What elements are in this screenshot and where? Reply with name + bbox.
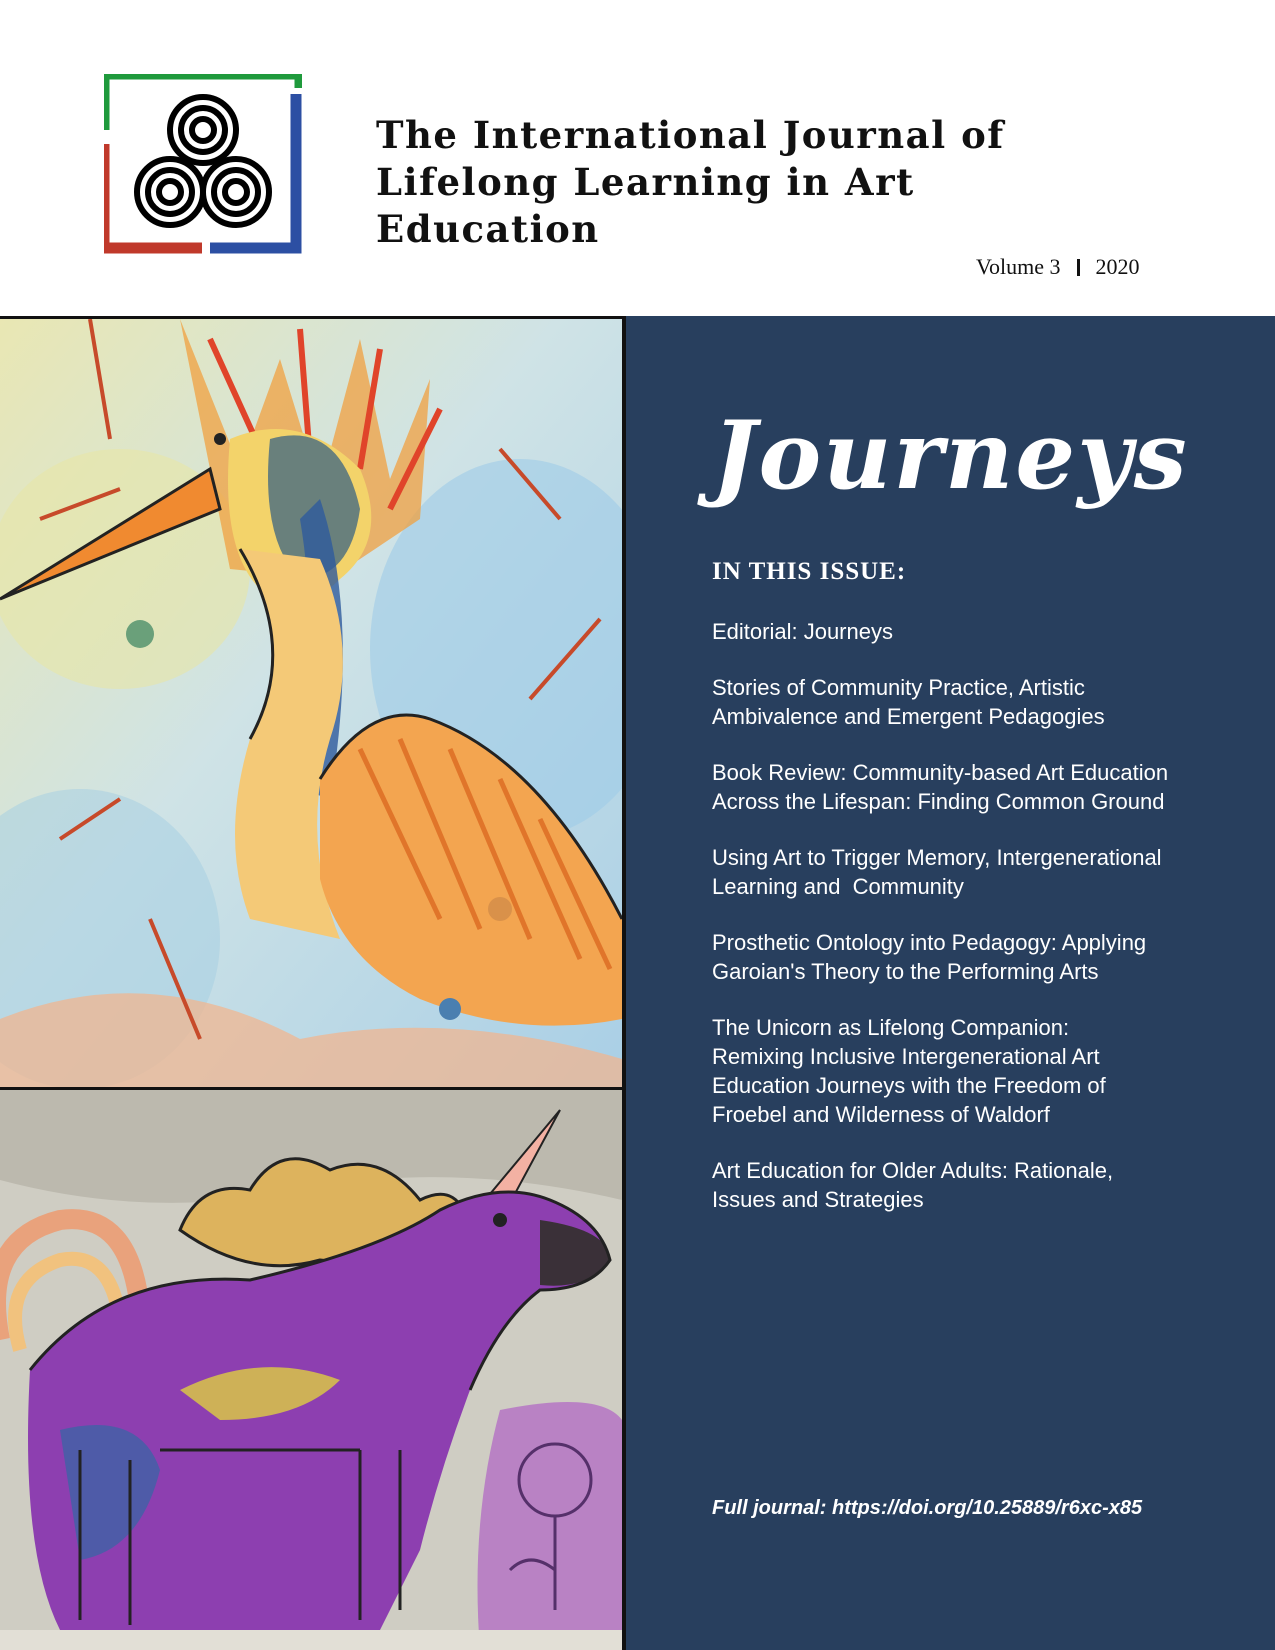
toc-item-line: Garoian's Theory to the Performing Arts: [712, 959, 1099, 984]
toc-item-line: Editorial: Journeys: [712, 619, 893, 644]
full-journal-link[interactable]: Full journal: https://doi.org/10.25889/r6xc-x85: [712, 1497, 1143, 1519]
toc-item-line: Book Review: Community-based Art Education: [712, 760, 1169, 785]
toc-item: [712, 617, 1232, 646]
toc-item-line: Across the Lifespan: Finding Common Ground: [712, 789, 1165, 814]
toc-item-line: Education Journeys with the Freedom of: [712, 1073, 1106, 1098]
toc-item-line: Learning and Community: [712, 874, 964, 899]
separator-bar: [1077, 259, 1080, 276]
toc-item-line: Prosthetic Ontology into Pedagogy: Applying: [712, 930, 1147, 955]
journal-title: [376, 112, 1136, 253]
journal-title-line: Education: [376, 207, 600, 251]
toc-item-line: Stories of Community Practice, Artistic: [712, 675, 1085, 700]
heron-painting: [0, 319, 622, 1087]
toc-item-line: Using Art to Trigger Memory, Intergenerational: [712, 845, 1162, 870]
cover-artwork: [0, 316, 626, 1650]
volume-year: [976, 254, 1140, 280]
in-this-issue-heading: IN THIS ISSUE:: [712, 558, 907, 585]
toc-item-line: Froebel and Wilderness of Waldorf: [712, 1102, 1050, 1127]
triskele-logo-icon: [104, 74, 302, 254]
unicorn-painting: [0, 1090, 622, 1650]
toc-item-line: Art Education for Older Adults: Rationale,: [712, 1158, 1114, 1183]
toc-item: [712, 928, 1232, 986]
toc-item: [712, 673, 1232, 731]
journal-title-line: The International Journal of: [376, 113, 1005, 157]
toc-item: [712, 843, 1232, 901]
toc-item: [712, 1156, 1232, 1214]
issue-theme: Journeys: [712, 401, 1189, 511]
toc-item-line: Ambivalence and Emergent Pedagogies: [712, 704, 1105, 729]
journal-title-line: Lifelong Learning in Art: [376, 160, 915, 204]
toc-item: [712, 758, 1232, 816]
toc-item-line: The Unicorn as Lifelong Companion:: [712, 1015, 1070, 1040]
toc-item-line: Remixing Inclusive Intergenerational Art: [712, 1044, 1100, 1069]
year-label: 2020: [1095, 254, 1140, 279]
toc-item: [712, 1013, 1232, 1129]
table-of-contents: [712, 617, 1232, 1241]
volume-label: Volume 3: [976, 254, 1061, 279]
toc-item-line: Issues and Strategies: [712, 1187, 924, 1212]
